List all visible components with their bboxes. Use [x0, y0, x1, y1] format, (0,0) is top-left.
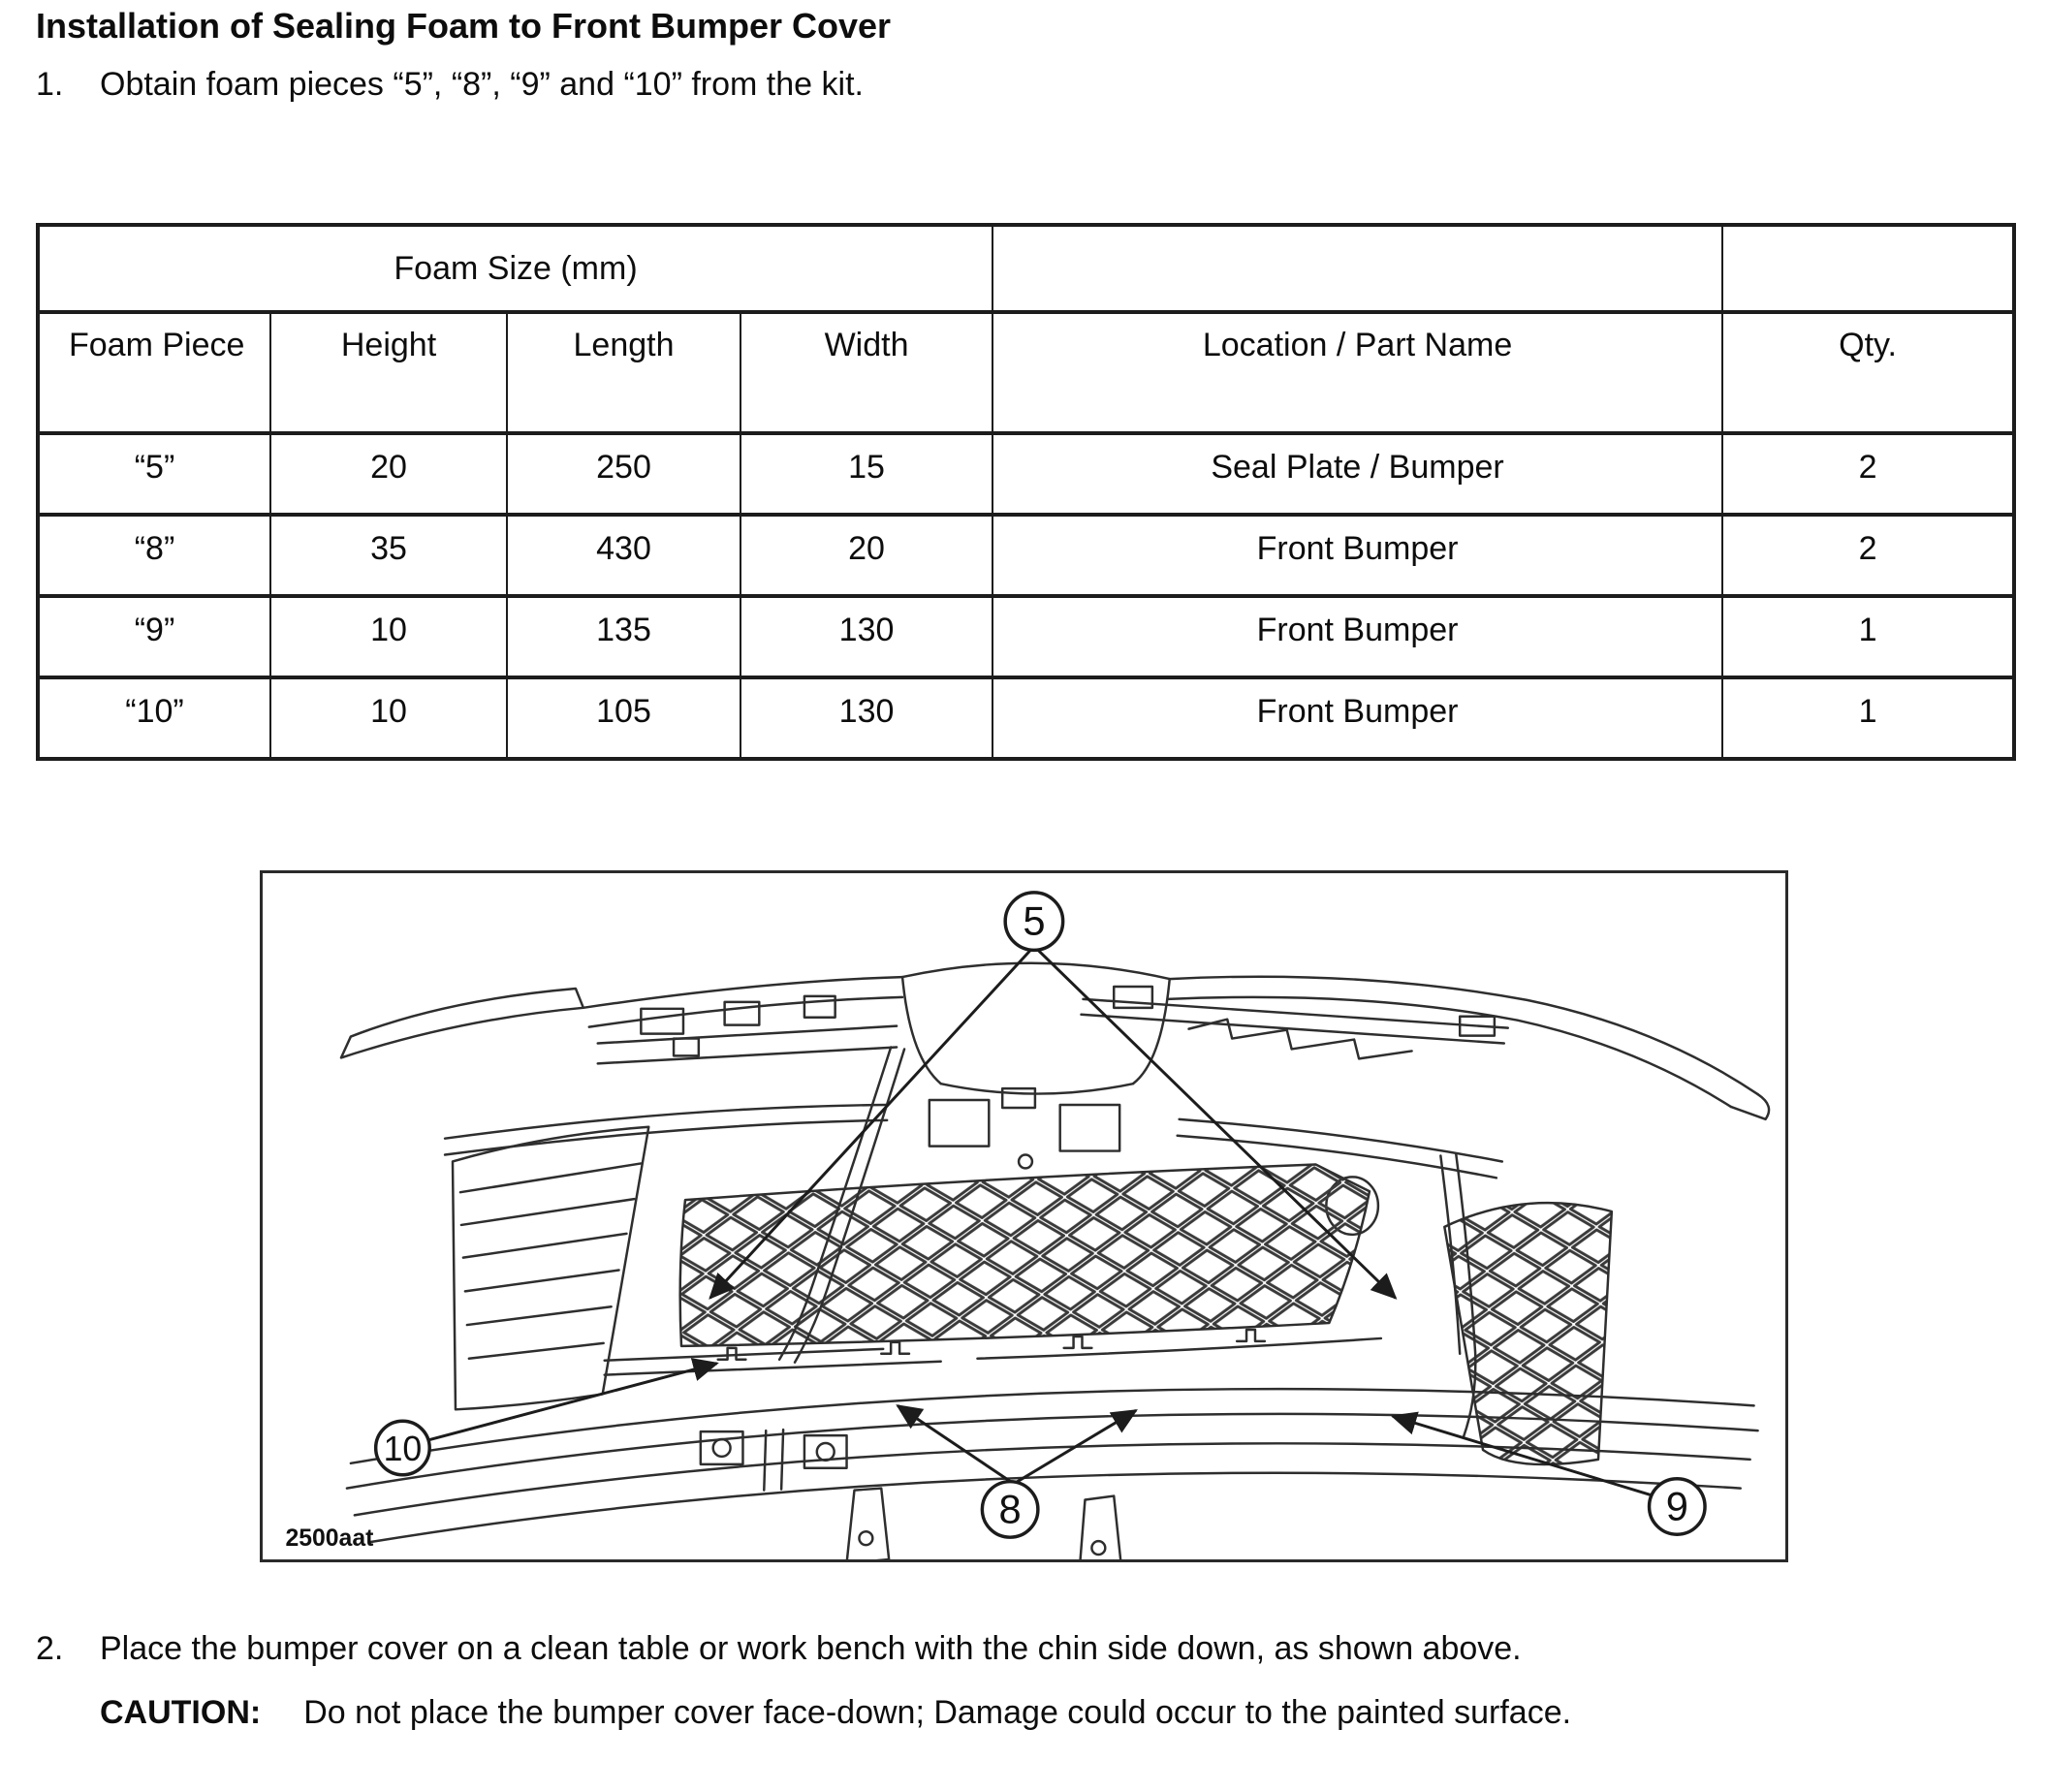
table-header-row [38, 312, 2014, 433]
cell-length: 250 [507, 433, 740, 515]
cell-qty: 2 [1722, 515, 2014, 596]
cell-piece: “9” [38, 596, 270, 677]
column-header-foam-piece: Foam Piece [38, 312, 270, 433]
cell-piece: “8” [38, 515, 270, 596]
cell-width: 130 [740, 677, 992, 759]
cell-location: Front Bumper [992, 515, 1722, 596]
table-group-header-row [38, 225, 2014, 312]
cell-width: 130 [740, 596, 992, 677]
cell-width: 15 [740, 433, 992, 515]
caution-text: Do not place the bumper cover face-down; Damage could occur to the painted surface. [303, 1694, 1572, 1731]
step-1-number: 1. [36, 66, 64, 103]
step-1 [36, 66, 864, 104]
group-header-empty-location [992, 225, 1722, 312]
callout-9-label: 9 [1665, 1483, 1688, 1529]
table-row [38, 515, 2014, 596]
cell-qty: 1 [1722, 677, 2014, 759]
group-header-empty-qty [1722, 225, 2014, 312]
callout-8-leader-left [898, 1405, 1012, 1482]
table-row [38, 433, 2014, 515]
cell-length: 430 [507, 515, 740, 596]
step-2 [36, 1630, 1522, 1668]
step-2-text: Place the bumper cover on a clean table or work bench with the chin side down, as shown above. [100, 1630, 1522, 1667]
cell-qty: 1 [1722, 596, 2014, 677]
callout-10-label: 10 [383, 1429, 423, 1468]
bumper-cover-figure [260, 870, 1788, 1562]
callout-8-label: 8 [998, 1486, 1022, 1532]
cell-height: 10 [270, 677, 507, 759]
step-2-number: 2. [36, 1630, 64, 1667]
callout-10-leader [427, 1364, 716, 1440]
bumper-outline-art [341, 963, 1769, 1559]
caution [100, 1694, 1571, 1732]
cell-piece: “5” [38, 433, 270, 515]
cell-height: 10 [270, 596, 507, 677]
page-title: Installation of Sealing Foam to Front Bumper Cover [36, 6, 892, 46]
callout-5-label: 5 [1023, 897, 1046, 944]
cell-length: 105 [507, 677, 740, 759]
cell-length: 135 [507, 596, 740, 677]
foam-size-table [36, 223, 2016, 761]
caution-label: CAUTION: [100, 1694, 262, 1731]
table-row [38, 596, 2014, 677]
cell-height: 35 [270, 515, 507, 596]
column-header-width: Width [740, 312, 992, 433]
column-header-length: Length [507, 312, 740, 433]
column-header-location: Location / Part Name [992, 312, 1722, 433]
figure-code: 2500aat [285, 1525, 374, 1553]
cell-qty: 2 [1722, 433, 2014, 515]
cell-location: Front Bumper [992, 596, 1722, 677]
column-header-height: Height [270, 312, 507, 433]
cell-location: Seal Plate / Bumper [992, 433, 1722, 515]
cell-location: Front Bumper [992, 677, 1722, 759]
column-header-qty: Qty. [1722, 312, 2014, 433]
table-row [38, 677, 2014, 759]
bumper-line-art [263, 873, 1785, 1559]
step-1-text: Obtain foam pieces “5”, “8”, “9” and “10” from the kit. [100, 66, 864, 103]
cell-height: 20 [270, 433, 507, 515]
cell-piece: “10” [38, 677, 270, 759]
cell-width: 20 [740, 515, 992, 596]
group-header-foam-size: Foam Size (mm) [38, 225, 992, 312]
